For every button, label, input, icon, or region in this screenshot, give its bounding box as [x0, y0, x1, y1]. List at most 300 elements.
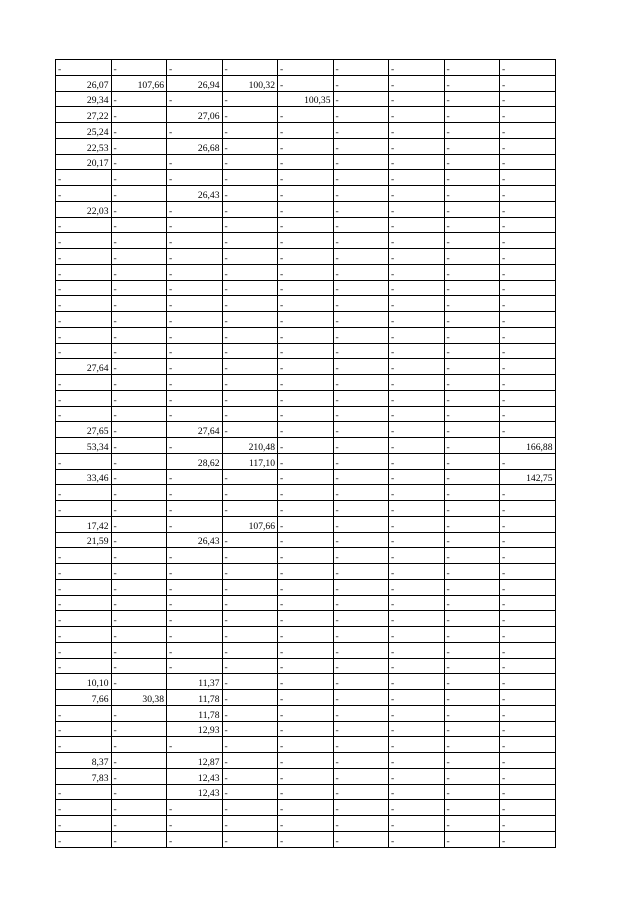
- table-cell: -: [56, 390, 112, 406]
- table-cell: -: [389, 831, 445, 847]
- table-cell: -: [167, 123, 223, 139]
- table-cell: 10,10: [56, 674, 112, 690]
- table-cell: -: [389, 737, 445, 753]
- table-cell: -: [222, 642, 278, 658]
- table-cell: -: [333, 123, 389, 139]
- table-cell: -: [333, 501, 389, 517]
- table-cell: -: [278, 453, 334, 469]
- table-cell: -: [111, 579, 167, 595]
- table-cell: -: [333, 201, 389, 217]
- table-row: [56, 422, 556, 438]
- table-cell: -: [500, 138, 556, 154]
- table-cell: -: [56, 453, 112, 469]
- table-cell: -: [56, 217, 112, 233]
- table-row: [56, 595, 556, 611]
- table-cell: -: [333, 75, 389, 91]
- table-cell: -: [278, 390, 334, 406]
- table-cell: -: [444, 312, 500, 328]
- table-cell: -: [389, 501, 445, 517]
- table-cell: -: [167, 438, 223, 454]
- table-cell: -: [56, 705, 112, 721]
- table-cell: -: [389, 233, 445, 249]
- table-cell: -: [500, 768, 556, 784]
- table-cell: -: [222, 138, 278, 154]
- table-cell: 8,37: [56, 753, 112, 769]
- table-row: [56, 768, 556, 784]
- table-cell: -: [444, 60, 500, 76]
- table-cell: -: [167, 60, 223, 76]
- table-cell: -: [222, 327, 278, 343]
- table-cell: -: [500, 154, 556, 170]
- table-cell: 117,10: [222, 453, 278, 469]
- table-cell: -: [222, 359, 278, 375]
- table-cell: -: [333, 438, 389, 454]
- table-cell: -: [222, 784, 278, 800]
- table-cell: -: [56, 548, 112, 564]
- table-cell: -: [444, 406, 500, 422]
- table-cell: -: [444, 107, 500, 123]
- table-cell: -: [167, 312, 223, 328]
- table-row: [56, 359, 556, 375]
- table-cell: -: [500, 359, 556, 375]
- table-cell: -: [389, 249, 445, 265]
- table-cell: -: [389, 327, 445, 343]
- table-cell: -: [389, 438, 445, 454]
- table-cell: -: [278, 816, 334, 832]
- table-cell: -: [111, 516, 167, 532]
- table-cell: -: [278, 768, 334, 784]
- table-cell: -: [278, 784, 334, 800]
- table-cell: -: [389, 642, 445, 658]
- table-cell: -: [167, 564, 223, 580]
- table-row: [56, 327, 556, 343]
- table-cell: -: [389, 343, 445, 359]
- table-cell: -: [278, 831, 334, 847]
- table-cell: -: [333, 343, 389, 359]
- table-cell: 53,34: [56, 438, 112, 454]
- table-cell: -: [222, 233, 278, 249]
- table-cell: 166,88: [500, 438, 556, 454]
- table-cell: -: [444, 453, 500, 469]
- table-cell: -: [500, 611, 556, 627]
- table-cell: -: [222, 422, 278, 438]
- table-cell: -: [111, 721, 167, 737]
- table-cell: -: [444, 642, 500, 658]
- table-row: [56, 264, 556, 280]
- table-row: [56, 375, 556, 391]
- table-cell: -: [333, 611, 389, 627]
- table-cell: -: [389, 564, 445, 580]
- table-cell: -: [444, 264, 500, 280]
- table-cell: -: [333, 627, 389, 643]
- table-cell: -: [389, 485, 445, 501]
- table-cell: 22,53: [56, 138, 112, 154]
- table-cell: -: [333, 154, 389, 170]
- table-cell: -: [500, 170, 556, 186]
- table-cell: -: [111, 406, 167, 422]
- table-cell: -: [333, 485, 389, 501]
- table-cell: -: [56, 264, 112, 280]
- table-cell: -: [444, 674, 500, 690]
- table-cell: -: [389, 816, 445, 832]
- table-cell: -: [444, 516, 500, 532]
- table-cell: -: [333, 784, 389, 800]
- table-cell: -: [167, 170, 223, 186]
- table-cell: -: [278, 501, 334, 517]
- table-cell: -: [278, 658, 334, 674]
- table-cell: -: [278, 737, 334, 753]
- table-cell: -: [56, 627, 112, 643]
- table-cell: -: [444, 831, 500, 847]
- table-cell: -: [167, 264, 223, 280]
- table-cell: -: [222, 831, 278, 847]
- table-cell: -: [167, 91, 223, 107]
- table-cell: 27,22: [56, 107, 112, 123]
- table-cell: -: [389, 690, 445, 706]
- table-cell: -: [500, 453, 556, 469]
- table-cell: -: [56, 831, 112, 847]
- table-cell: -: [222, 690, 278, 706]
- table-cell: 29,34: [56, 91, 112, 107]
- table-cell: -: [111, 217, 167, 233]
- table-cell: -: [111, 642, 167, 658]
- table-cell: -: [222, 60, 278, 76]
- table-row: [56, 170, 556, 186]
- table-row: [56, 674, 556, 690]
- table-cell: 7,83: [56, 768, 112, 784]
- table-cell: -: [278, 721, 334, 737]
- table-cell: -: [333, 453, 389, 469]
- table-cell: -: [167, 249, 223, 265]
- table-row: [56, 91, 556, 107]
- table-cell: -: [444, 611, 500, 627]
- table-cell: -: [111, 831, 167, 847]
- table-cell: -: [111, 501, 167, 517]
- table-row: [56, 642, 556, 658]
- table-cell: -: [167, 516, 223, 532]
- table-cell: -: [389, 532, 445, 548]
- table-cell: -: [389, 390, 445, 406]
- table-cell: -: [444, 138, 500, 154]
- table-cell: -: [222, 579, 278, 595]
- table-cell: -: [222, 611, 278, 627]
- table-cell: -: [222, 595, 278, 611]
- table-cell: -: [56, 800, 112, 816]
- table-cell: -: [333, 658, 389, 674]
- table-cell: -: [56, 579, 112, 595]
- table-cell: -: [56, 375, 112, 391]
- table-cell: -: [333, 642, 389, 658]
- table-cell: -: [444, 768, 500, 784]
- table-cell: -: [333, 532, 389, 548]
- table-cell: -: [389, 217, 445, 233]
- table-cell: -: [500, 705, 556, 721]
- table-cell: -: [56, 249, 112, 265]
- table-cell: -: [56, 737, 112, 753]
- table-cell: -: [222, 201, 278, 217]
- table-cell: -: [444, 249, 500, 265]
- table-cell: -: [444, 343, 500, 359]
- table-cell: -: [111, 233, 167, 249]
- table-cell: -: [500, 658, 556, 674]
- table-cell: -: [444, 485, 500, 501]
- table-cell: -: [389, 469, 445, 485]
- table-cell: 100,35: [278, 91, 334, 107]
- table-cell: -: [444, 233, 500, 249]
- table-cell: -: [500, 201, 556, 217]
- table-cell: -: [111, 249, 167, 265]
- table-cell: -: [167, 831, 223, 847]
- table-cell: -: [333, 249, 389, 265]
- table-cell: -: [444, 91, 500, 107]
- table-cell: -: [278, 138, 334, 154]
- table-cell: -: [222, 249, 278, 265]
- table-cell: -: [278, 123, 334, 139]
- table-cell: -: [333, 564, 389, 580]
- table-cell: -: [389, 375, 445, 391]
- table-cell: -: [278, 327, 334, 343]
- table-cell: -: [389, 359, 445, 375]
- table-cell: -: [500, 579, 556, 595]
- table-cell: -: [222, 375, 278, 391]
- table-row: [56, 784, 556, 800]
- table-cell: -: [111, 296, 167, 312]
- table-row: [56, 233, 556, 249]
- table-cell: -: [222, 91, 278, 107]
- table-cell: -: [111, 60, 167, 76]
- table-cell: -: [333, 737, 389, 753]
- table-cell: -: [389, 579, 445, 595]
- table-cell: -: [167, 501, 223, 517]
- table-cell: -: [444, 390, 500, 406]
- table-cell: -: [389, 705, 445, 721]
- table-cell: -: [389, 784, 445, 800]
- table-cell: -: [222, 658, 278, 674]
- table-cell: -: [56, 816, 112, 832]
- table-cell: -: [278, 705, 334, 721]
- table-cell: -: [500, 233, 556, 249]
- table-cell: -: [111, 312, 167, 328]
- table-row: [56, 280, 556, 296]
- table-cell: -: [333, 721, 389, 737]
- table-cell: -: [111, 107, 167, 123]
- table-cell: -: [444, 816, 500, 832]
- table-cell: -: [500, 642, 556, 658]
- table-cell: -: [500, 406, 556, 422]
- table-cell: -: [278, 469, 334, 485]
- table-cell: -: [278, 264, 334, 280]
- table-cell: -: [333, 91, 389, 107]
- table-cell: -: [222, 705, 278, 721]
- table-cell: -: [56, 327, 112, 343]
- table-cell: -: [167, 627, 223, 643]
- table-cell: -: [278, 579, 334, 595]
- table-cell: -: [222, 123, 278, 139]
- table-cell: -: [222, 312, 278, 328]
- table-cell: -: [278, 107, 334, 123]
- table-cell: -: [56, 485, 112, 501]
- table-cell: -: [111, 611, 167, 627]
- table-cell: -: [56, 564, 112, 580]
- table-cell: -: [444, 501, 500, 517]
- table-cell: 7,66: [56, 690, 112, 706]
- table-cell: -: [389, 60, 445, 76]
- table-cell: -: [111, 170, 167, 186]
- table-cell: -: [444, 737, 500, 753]
- table-cell: -: [333, 359, 389, 375]
- table-cell: -: [222, 154, 278, 170]
- table-cell: 26,94: [167, 75, 223, 91]
- table-cell: -: [333, 753, 389, 769]
- table-cell: -: [500, 264, 556, 280]
- table-cell: -: [222, 674, 278, 690]
- table-cell: -: [167, 359, 223, 375]
- table-cell: -: [333, 170, 389, 186]
- table-cell: 11,78: [167, 705, 223, 721]
- table-cell: 20,17: [56, 154, 112, 170]
- table-cell: -: [278, 201, 334, 217]
- table-cell: -: [500, 674, 556, 690]
- table-cell: -: [222, 264, 278, 280]
- table-cell: -: [389, 75, 445, 91]
- table-cell: -: [389, 107, 445, 123]
- table-row: [56, 296, 556, 312]
- table-cell: -: [500, 516, 556, 532]
- table-cell: -: [167, 201, 223, 217]
- table-cell: -: [167, 154, 223, 170]
- table-row: [56, 816, 556, 832]
- table-cell: -: [333, 390, 389, 406]
- table-cell: -: [333, 831, 389, 847]
- table-cell: -: [389, 611, 445, 627]
- table-cell: -: [333, 312, 389, 328]
- table-cell: -: [278, 60, 334, 76]
- table-cell: 26,68: [167, 138, 223, 154]
- table-cell: -: [389, 422, 445, 438]
- table-cell: -: [444, 170, 500, 186]
- table-cell: -: [389, 658, 445, 674]
- table-cell: -: [500, 91, 556, 107]
- table-cell: -: [389, 170, 445, 186]
- table-cell: -: [56, 721, 112, 737]
- table-cell: -: [333, 800, 389, 816]
- table-cell: -: [111, 390, 167, 406]
- table-row: [56, 516, 556, 532]
- table-cell: -: [111, 453, 167, 469]
- table-cell: -: [56, 501, 112, 517]
- table-cell: -: [56, 642, 112, 658]
- table-cell: -: [167, 548, 223, 564]
- table-cell: 12,87: [167, 753, 223, 769]
- table-cell: -: [222, 186, 278, 202]
- table-cell: -: [278, 343, 334, 359]
- table-cell: -: [167, 406, 223, 422]
- table-row: [56, 186, 556, 202]
- table-cell: -: [278, 233, 334, 249]
- table-cell: -: [500, 816, 556, 832]
- table-cell: 12,43: [167, 768, 223, 784]
- table-cell: 26,07: [56, 75, 112, 91]
- table-row: [56, 406, 556, 422]
- table-cell: -: [444, 186, 500, 202]
- table-cell: -: [500, 485, 556, 501]
- table-cell: -: [389, 453, 445, 469]
- table-cell: -: [333, 595, 389, 611]
- table-cell: -: [500, 831, 556, 847]
- table-cell: -: [278, 170, 334, 186]
- table-cell: -: [278, 438, 334, 454]
- table-cell: -: [444, 327, 500, 343]
- table-cell: -: [278, 296, 334, 312]
- table-cell: -: [333, 579, 389, 595]
- table-cell: -: [111, 138, 167, 154]
- table-row: [56, 201, 556, 217]
- table-cell: -: [56, 658, 112, 674]
- table-cell: -: [111, 737, 167, 753]
- table-row: [56, 737, 556, 753]
- table-cell: -: [389, 721, 445, 737]
- table-cell: -: [222, 800, 278, 816]
- table-cell: -: [333, 406, 389, 422]
- table-cell: -: [278, 753, 334, 769]
- table-cell: -: [389, 201, 445, 217]
- table-cell: -: [167, 296, 223, 312]
- table-cell: -: [444, 422, 500, 438]
- table-cell: -: [56, 170, 112, 186]
- table-cell: -: [278, 75, 334, 91]
- table-cell: -: [389, 296, 445, 312]
- table-cell: -: [500, 60, 556, 76]
- table-row: [56, 75, 556, 91]
- table-cell: -: [56, 611, 112, 627]
- table-cell: -: [333, 816, 389, 832]
- table-cell: -: [111, 359, 167, 375]
- table-cell: -: [111, 753, 167, 769]
- table-row: [56, 627, 556, 643]
- table-cell: -: [111, 564, 167, 580]
- table-cell: -: [389, 406, 445, 422]
- table-cell: -: [444, 154, 500, 170]
- table-cell: -: [500, 721, 556, 737]
- table-cell: -: [222, 296, 278, 312]
- table-cell: -: [500, 123, 556, 139]
- table-cell: 21,59: [56, 532, 112, 548]
- table-cell: -: [333, 327, 389, 343]
- table-cell: 26,43: [167, 532, 223, 548]
- table-cell: -: [222, 768, 278, 784]
- table-cell: -: [278, 186, 334, 202]
- table-cell: -: [278, 280, 334, 296]
- table-cell: -: [167, 375, 223, 391]
- table-cell: 107,66: [111, 75, 167, 91]
- table-cell: -: [333, 280, 389, 296]
- table-cell: -: [389, 264, 445, 280]
- table-cell: -: [500, 249, 556, 265]
- table-cell: -: [389, 753, 445, 769]
- table-cell: -: [222, 721, 278, 737]
- table-cell: -: [333, 296, 389, 312]
- table-cell: -: [111, 327, 167, 343]
- table-row: [56, 123, 556, 139]
- table-cell: -: [500, 627, 556, 643]
- table-cell: -: [500, 422, 556, 438]
- table-cell: -: [500, 296, 556, 312]
- table-cell: -: [444, 800, 500, 816]
- table-cell: -: [500, 75, 556, 91]
- table-cell: 33,46: [56, 469, 112, 485]
- table-cell: -: [222, 816, 278, 832]
- table-cell: -: [111, 816, 167, 832]
